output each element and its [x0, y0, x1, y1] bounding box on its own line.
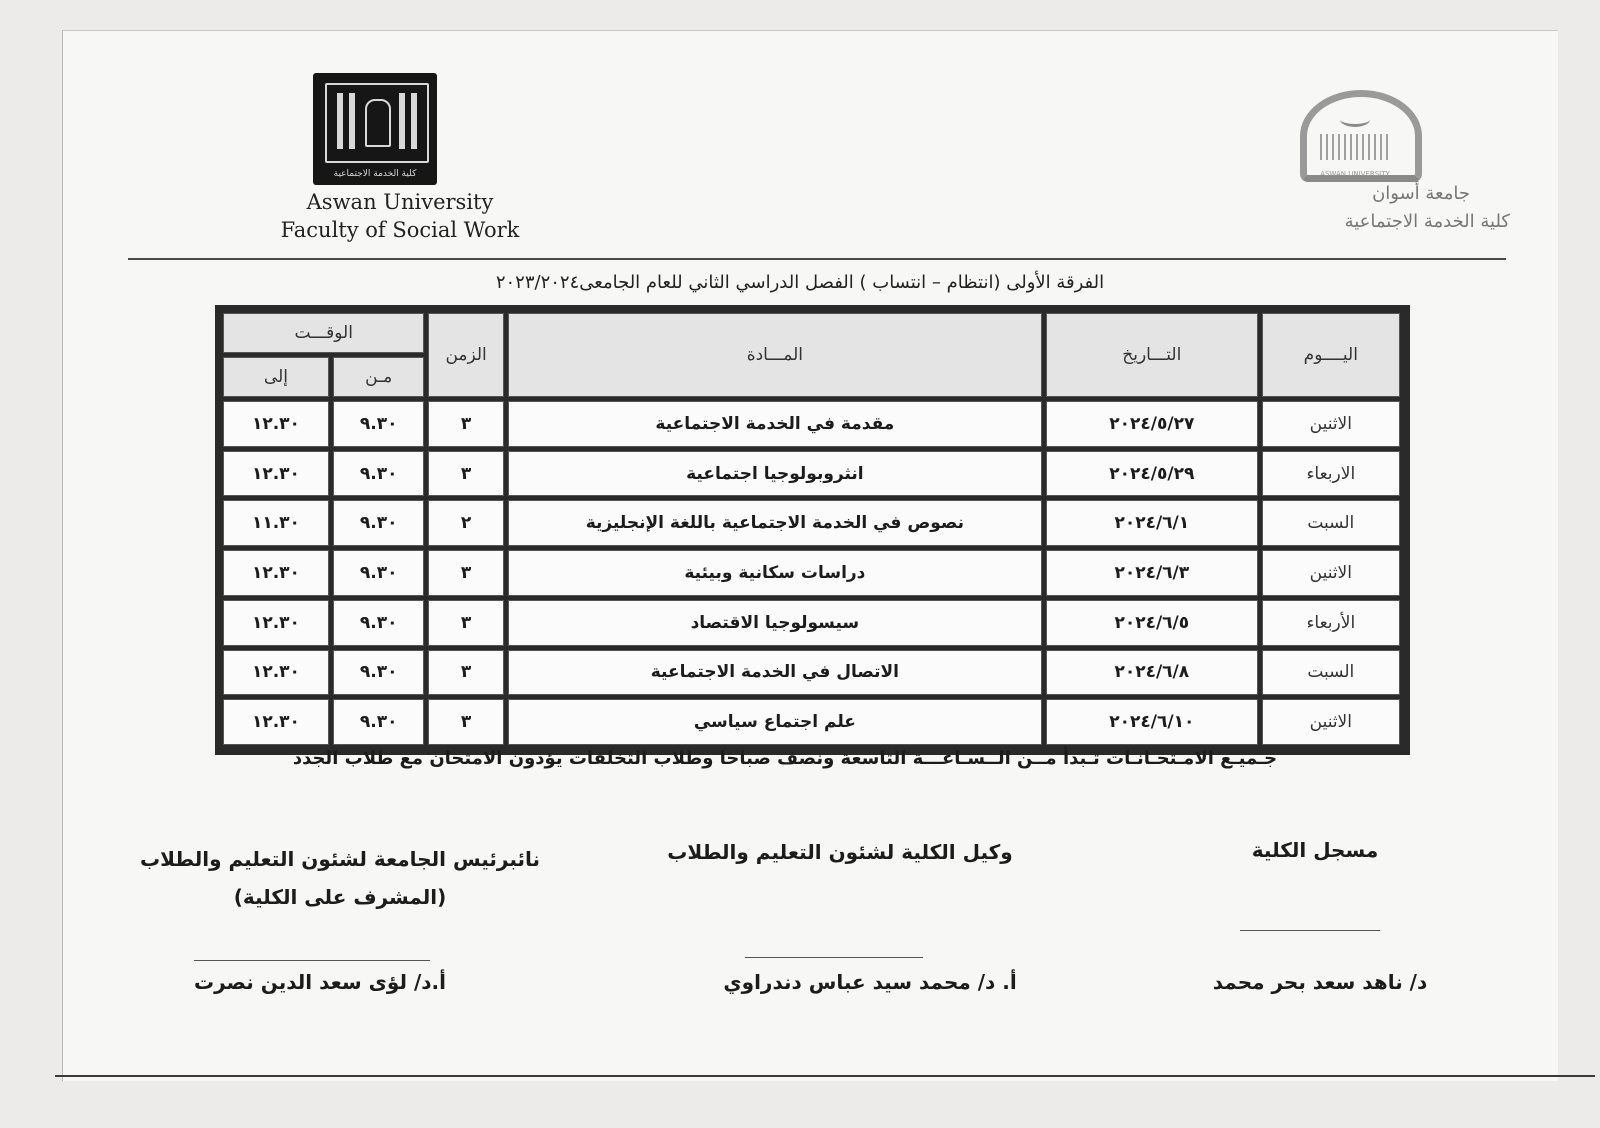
table-row [223, 600, 1400, 646]
row-date: ٢٠٢٤/٥/٢٩ [1046, 451, 1258, 497]
vice-president-title [130, 840, 550, 916]
row-from: ٩.٣٠ [333, 699, 425, 745]
row-day: الاثنين [1262, 401, 1400, 447]
registrar-name: د/ ناهد سعد بحر محمد [1212, 970, 1428, 994]
university-name-arabic [1250, 180, 1510, 236]
header-time: الوقـــت [223, 313, 424, 353]
row-from: ٩.٣٠ [333, 600, 425, 646]
schedule-table [219, 309, 1404, 749]
row-date: ٢٠٢٤/٦/٥ [1046, 600, 1258, 646]
row-date: ٢٠٢٤/٦/٨ [1046, 650, 1258, 696]
vice-dean-name: أ. د/ محمد سيد عباس دندراوي [723, 970, 1017, 994]
table-row [223, 401, 1400, 447]
vice-president-role: نائبرئيس الجامعة لشئون التعليم والطلاب [139, 847, 541, 871]
eye-icon [1340, 112, 1370, 127]
row-duration: ٣ [428, 451, 503, 497]
row-subject: نصوص في الخدمة الاجتماعية باللغة الإنجليزية [508, 500, 1042, 546]
vice-president-name: أ.د/ لؤى سعد الدين نصرت [194, 970, 446, 994]
logo-emblem [325, 83, 429, 163]
row-subject: علم اجتماع سياسي [508, 699, 1042, 745]
page-title: الفرقة الأولى (انتظام – انتساب ) الفصل الدراسي الثاني للعام الجامعى٢٠٢٣/٢٠٢٤ [495, 272, 1105, 293]
university-logo-caption: ASWAN UNIVERSITY [1320, 170, 1390, 178]
row-duration: ٣ [428, 600, 503, 646]
row-from: ٩.٣٠ [333, 650, 425, 696]
row-from: ٩.٣٠ [333, 500, 425, 546]
signature-line [1240, 930, 1380, 931]
header-duration: الزمن [428, 313, 503, 397]
row-date: ٢٠٢٤/٥/٢٧ [1046, 401, 1258, 447]
row-duration: ٣ [428, 650, 503, 696]
signature-line [194, 960, 430, 961]
row-subject: الاتصال في الخدمة الاجتماعية [508, 650, 1042, 696]
row-subject: سيسولوجيا الاقتصاد [508, 600, 1042, 646]
row-date: ٢٠٢٤/٦/١ [1046, 500, 1258, 546]
header-date: التـــاريخ [1046, 313, 1258, 397]
row-from: ٩.٣٠ [333, 550, 425, 596]
row-date: ٢٠٢٤/٦/٣ [1046, 550, 1258, 596]
row-subject: مقدمة في الخدمة الاجتماعية [508, 401, 1042, 447]
faculty-name-ar: كلية الخدمة الاجتماعية [1344, 211, 1510, 232]
row-subject: انثروبولوجيا اجتماعية [508, 451, 1042, 497]
row-duration: ٣ [428, 699, 503, 745]
faculty-logo [313, 73, 437, 185]
university-logo [1290, 90, 1420, 180]
row-from: ٩.٣٠ [333, 451, 425, 497]
row-day: الاثنين [1262, 699, 1400, 745]
row-to: ١٢.٣٠ [223, 550, 329, 596]
header-to: إلى [223, 357, 329, 397]
header-from: مـن [333, 357, 425, 397]
table-row [223, 500, 1400, 546]
university-name-ar: جامعة أسوان [1372, 183, 1470, 204]
header-divider [128, 258, 1506, 260]
row-duration: ٣ [428, 550, 503, 596]
row-date: ٢٠٢٤/٦/١٠ [1046, 699, 1258, 745]
vice-dean-title: وكيل الكلية لشئون التعليم والطلاب [667, 840, 1013, 864]
row-from: ٩.٣٠ [333, 401, 425, 447]
university-name-english [260, 188, 540, 244]
table-row [223, 550, 1400, 596]
university-name: Aswan University [306, 190, 494, 214]
row-to: ١١.٣٠ [223, 500, 329, 546]
row-day: الاربعاء [1262, 451, 1400, 497]
row-to: ١٢.٣٠ [223, 650, 329, 696]
row-subject: دراسات سكانية وبيئية [508, 550, 1042, 596]
row-day: السبت [1262, 650, 1400, 696]
row-duration: ٣ [428, 401, 503, 447]
row-to: ١٢.٣٠ [223, 451, 329, 497]
row-to: ١٢.٣٠ [223, 600, 329, 646]
row-to: ١٢.٣٠ [223, 401, 329, 447]
faculty-name: Faculty of Social Work [280, 218, 520, 242]
header-day: اليــــوم [1262, 313, 1400, 397]
row-duration: ٢ [428, 500, 503, 546]
logo-caption: كلية الخدمة الاجتماعية [333, 169, 417, 179]
row-day: الأربعاء [1262, 600, 1400, 646]
exam-schedule [215, 305, 1410, 755]
table-row [223, 451, 1400, 497]
signature-line [745, 957, 923, 958]
table-row [223, 699, 1400, 745]
header-subject: المـــادة [508, 313, 1042, 397]
row-to: ١٢.٣٠ [223, 699, 329, 745]
row-day: السبت [1262, 500, 1400, 546]
exam-note: جـميـع الامـتحـانـات تـبدأ مــن الــسـاعـــة التاسعة ونصف صباحا وطلاب التخلفات يؤدون الامتحان مع طلاب الجدد [292, 748, 1278, 769]
table-row [223, 650, 1400, 696]
row-day: الاثنين [1262, 550, 1400, 596]
vice-president-subtitle: (المشرف على الكلية) [233, 885, 447, 909]
frame-line [55, 1075, 1595, 1077]
registrar-title: مسجل الكلية [1251, 838, 1379, 862]
